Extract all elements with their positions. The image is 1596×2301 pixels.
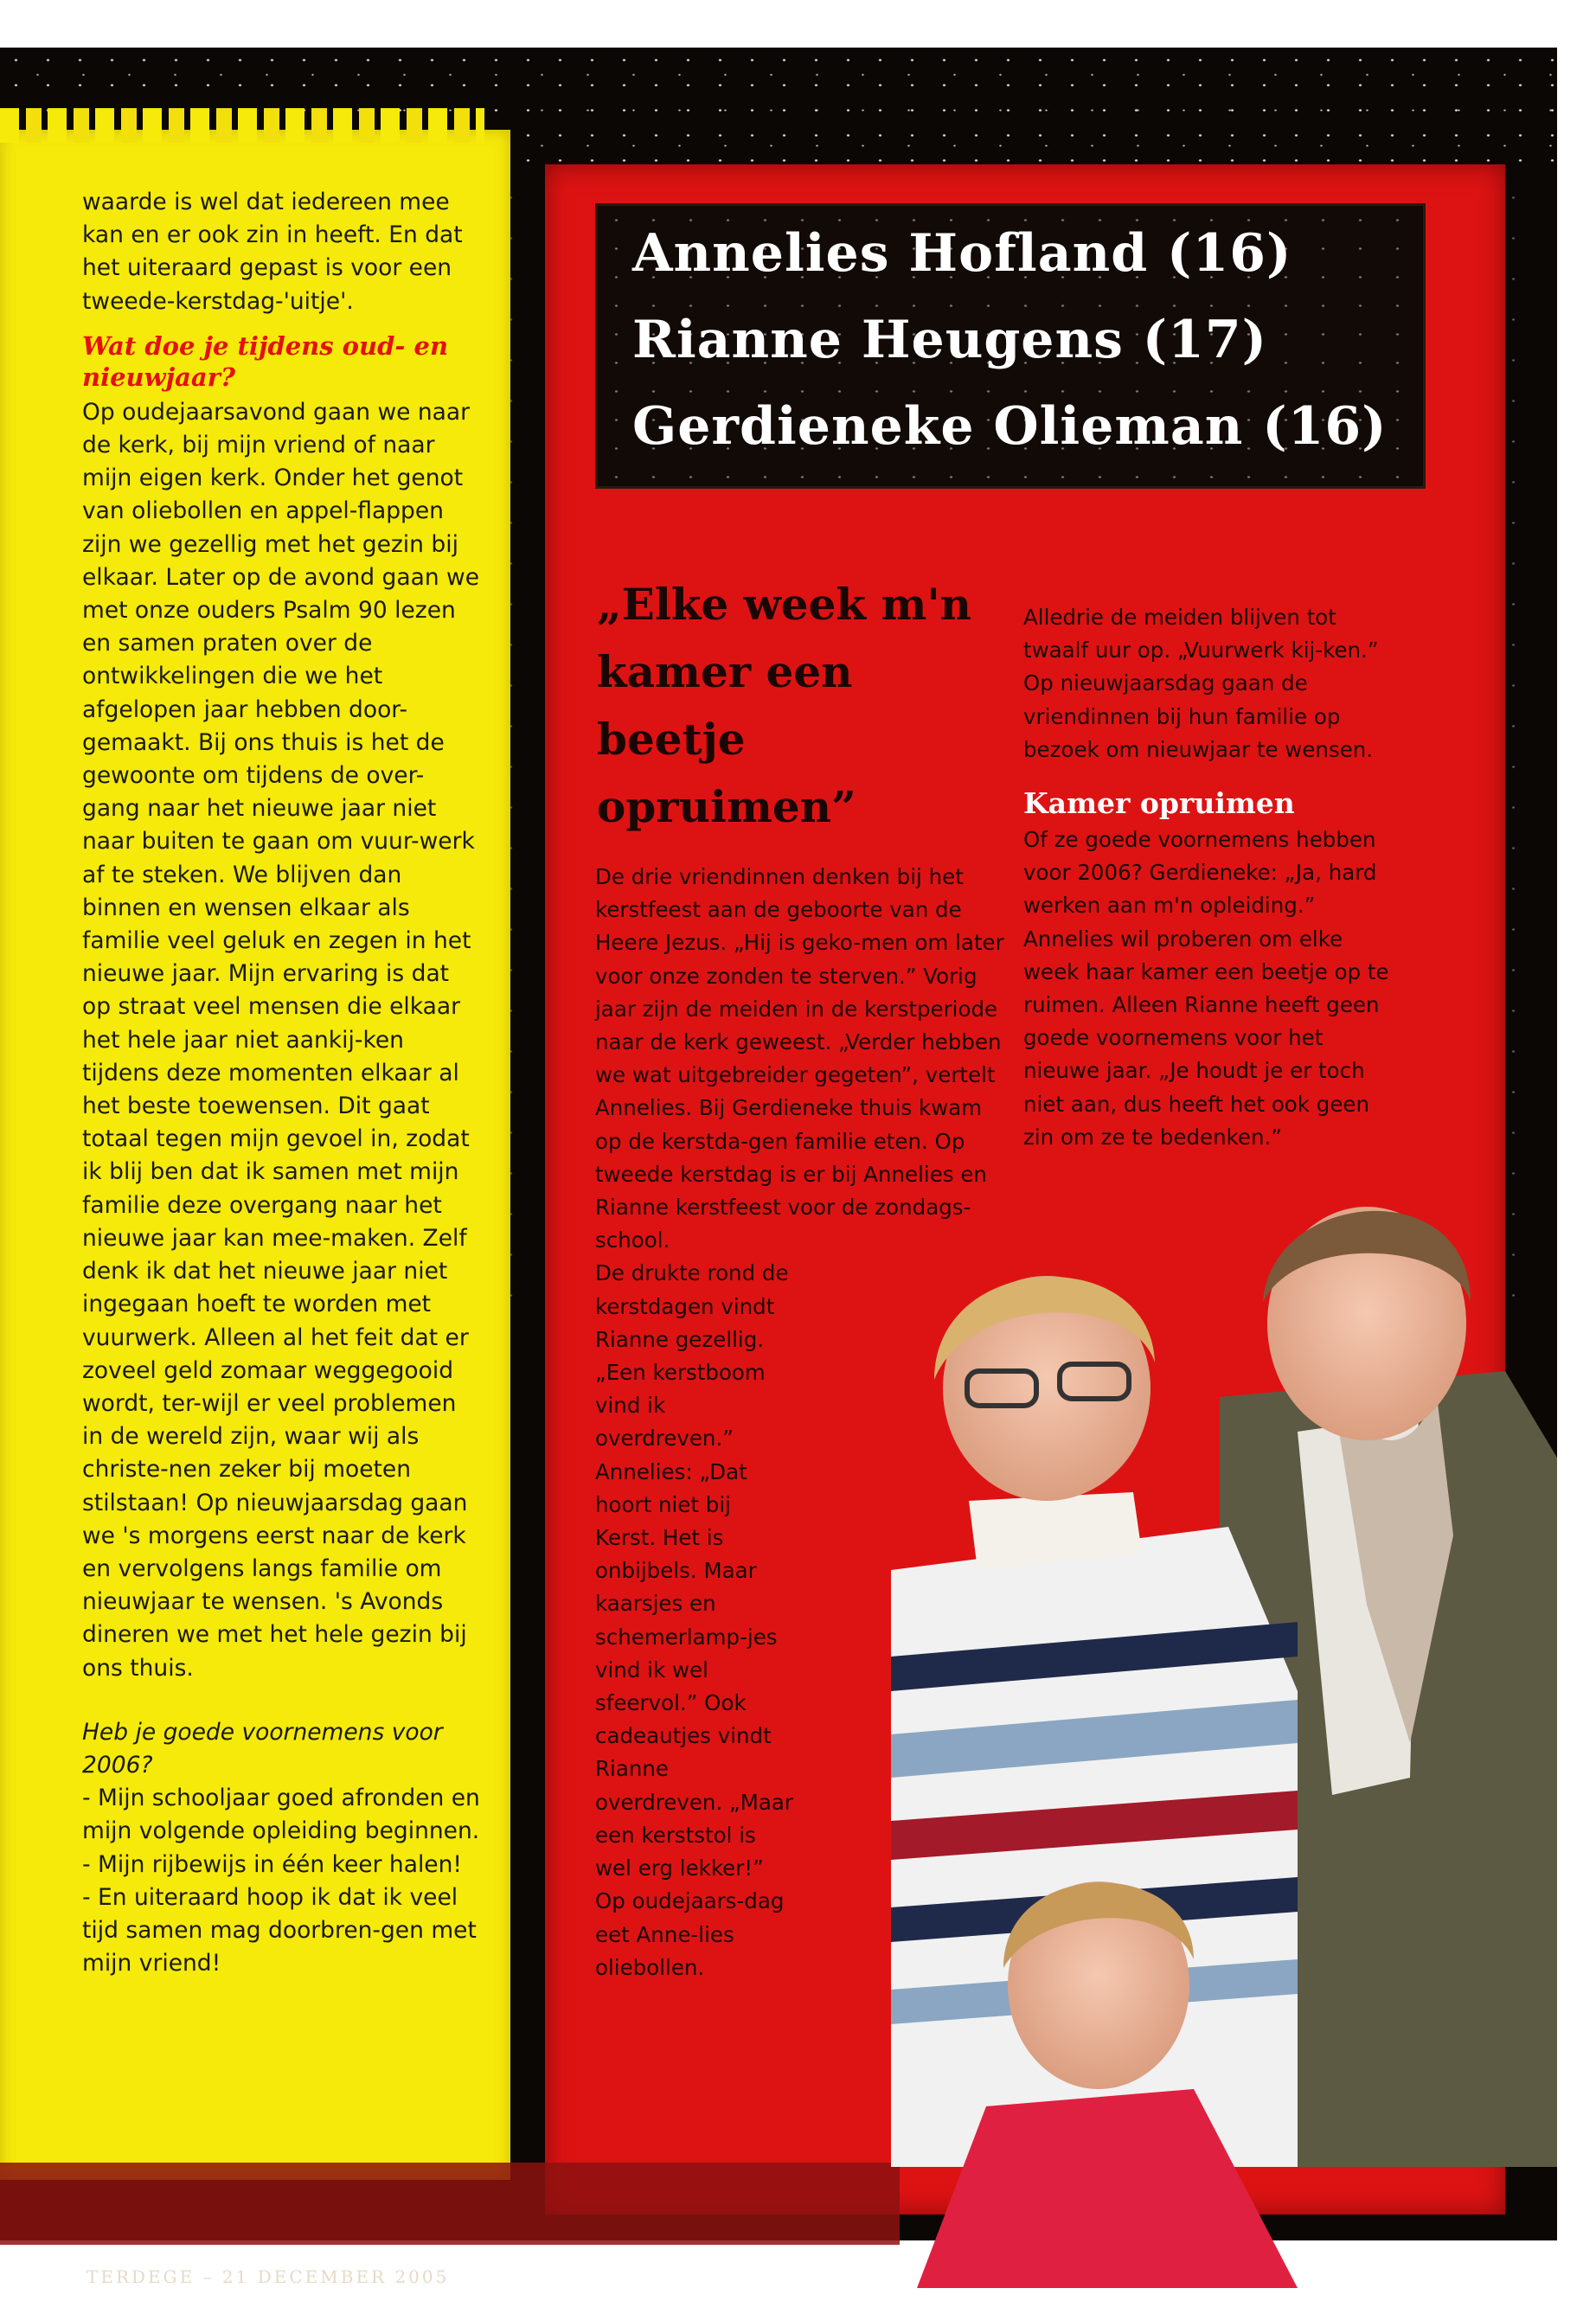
answer-2-line-2: - Mijn rijbewijs in één keer halen! [82,1850,463,1878]
answer-text-1: Op oudejaarsavond gaan we naar de kerk, bij mijn vriend of naar mijn eigen kerk. Onder het genot van oliebollen en appel-flappen zijn we gezellig met het gezin bij elkaar. Later op de avond gaan we met onze ouders Psalm 90 lezen en samen praten over de ontwikkelingen die we het afgelopen jaar hebben door-gemaakt. Bij ons thuis is het de gewoonte om tijdens de over-gang naar het nieuwe jaar niet naar buiten te gaan om vuur-werk af te steken. We blijven dan binnen en wensen elkaar als familie veel geluk en zegen in het nieuwe jaar. Mijn ervaring is dat op straat veel mensen die elkaar het hele jaar niet aankij-ken tijdens deze momenten elkaar al het beste toewensen. Dit gaat totaal tegen mijn gevoel in, zodat ik blij ben dat ik samen met mijn familie deze overgang naar het nieuwe jaar kan mee-maken. Zelf denk ik dat het nieuwe jaar niet ingegaan hoeft te worden met vuurwerk. Alleen al het feit dat er zoveel geld zomaar weggegooid wordt, ter-wijl er veel problemen in de wereld zijn, waar wij als christe-nen zeker bij moeten stilstaan! Op nieuwjaarsdag gaan we 's morgens eerst naar de kerk en vervolgens langs familie om nieuwjaar te wensen. 's Avonds dineren we met het hele gezin bij ons thuis. [82,398,480,1682]
name-gerdieneke: Gerdieneke Olieman (16) [632,396,1388,457]
middle-text-1: De drie vriendinnen denken bij het kerstfeest aan de geboorte van de Heere Jezus. „Hij is geko-men om later voor onze zonden te sterven.” Vorig jaar zijn de meiden in de kerstperiode naar de kerk geweest. „Verder hebben we wat uitgebreider gegeten”, vertelt Annelies. Bij Gerdieneke thuis kwam op de kerstda-gen familie eten. Op tweede kerstdag is er bij Annelies en Rianne kerstfeest voor de zondags-school. [595,864,1004,1253]
question-heading-1: Wat doe je tijdens oud- en nieuwjaar? [82,330,449,392]
magazine-page [0,48,1557,2287]
answer-2-line-1: - Mijn schooljaar goed afronden en mijn volgende opleiding beginnen. [82,1785,480,1845]
pull-quote: „Elke week m'n kamer een beetje opruimen” [597,579,972,832]
bottom-red-strip [0,2163,900,2245]
answer-2-line-3: - En uiteraard hoop ik dat ik veel tijd samen mag doorbren-gen met mijn vriend! [82,1883,477,1977]
middle-text-2: De drukte rond de kerstdagen vindt Rianne gezellig. „Een kerstboom vind ik overdreven.” Annelies: „Dat hoort niet bij Kerst. Het is onbijbels. Maar kaarsjes en schemerlamp-jes vind ik wel sfeervol.” Ook cadeautjes vindt Rianne overdreven. „Maar een kerststol is wel erg lekker!” Op oudejaars-dag eet Anne-lies oliebollen. [595,1260,793,1980]
name-rianne: Rianne Heugens (17) [632,310,1268,370]
name-annelies: Annelies Hofland (16) [632,223,1292,284]
names-title-box [595,203,1426,489]
footer-publication: TERDEGE – 21 DECEMBER 2005 [87,2266,450,2287]
right-column [1023,601,1404,1154]
left-column [82,186,480,1980]
right-text-2: Of ze goede voornemens hebben voor 2006? Gerdieneke: „Ja, hard werken aan m'n opleiding.” Annelies wil proberen om elke week haar kamer een beetje op te ruimen. Alleen Rianne heeft geen goede voornemens voor het nieuwe jaar. „Je houdt je er toch niet aan, dus heeft het ook geen zin om ze te bedenken.” [1023,827,1389,1150]
question-2: Heb je goede voornemens voor 2006? [82,1718,443,1779]
left-intro-text: waarde is wel dat iedereen mee kan en er ook zin in heeft. En dat het uiteraard gepast is voor een tweede-kerstdag-'uitje'. [82,189,463,315]
section-heading-kamer-opruimen: Kamer opruimen [1023,786,1295,821]
right-text-1: Alledrie de meiden blijven tot twaalf uur op. „Vuurwerk kij-ken.” Op nieuwjaarsdag gaan de vriendinnen bij hun familie op bezoek om nieuwjaar te wensen. [1023,605,1379,762]
photo-three-girls [813,1172,1557,2288]
